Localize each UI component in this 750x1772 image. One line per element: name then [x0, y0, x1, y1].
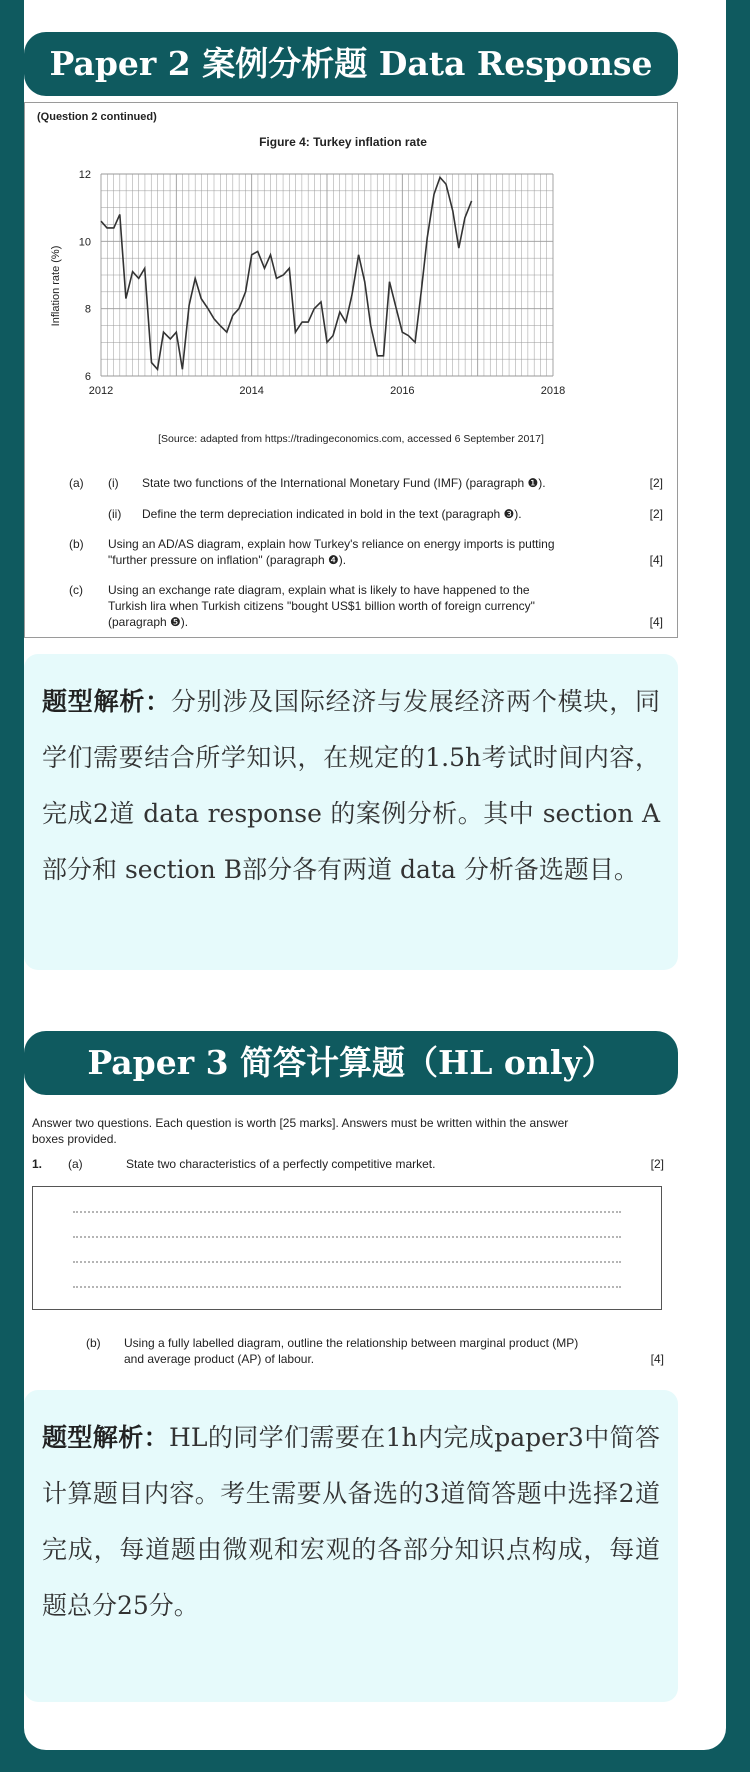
question-1b-text-2: and average product (AP) of labour. — [124, 1352, 315, 1366]
paper3-analysis-lead: 题型解析： — [42, 1423, 170, 1452]
question-c-mark: [4] — [649, 615, 663, 629]
paper3-analysis-text: HL的同学们需要在1h内完成paper3中简答计算题目内容。考生需要从备选的3道简答题中选择2道完成，每道题由微观和宏观的各部分知识点构成，每道题总分25分。 — [42, 1423, 660, 1620]
answer-line — [73, 1261, 621, 1263]
chart-series-line — [101, 177, 472, 369]
question-a-label: (a) — [69, 476, 84, 490]
question-c-text-1: Using an exchange rate diagram, explain what is likely to have happened to the — [108, 583, 530, 597]
question-ai-label: (i) — [108, 476, 119, 490]
chart-y-axis-label: Inflation rate (%) — [50, 245, 62, 327]
question-1a-mark: [2] — [650, 1157, 664, 1171]
paper2-exam-excerpt — [24, 102, 678, 638]
question-b-label: (b) — [69, 537, 84, 551]
question-c-label: (c) — [69, 583, 83, 597]
x-tick-label: 2014 — [239, 385, 264, 397]
question-ai-text: State two functions of the International Monetary Fund (IMF) (paragraph ❶). — [142, 476, 546, 490]
x-tick-label: 2016 — [390, 385, 415, 397]
paper2-analysis-text: 分别涉及国际经济与发展经济两个模块，同学们需要结合所学知识，在规定的1.5h考试时间内容，完成2道 data response 的案例分析。其中 section A 部分和 section B部分各有两道 data 分析备选题目。 — [42, 687, 660, 884]
question-1a-label: (a) — [68, 1157, 83, 1171]
y-tick-label: 10 — [78, 236, 91, 249]
paper3-instructions-line-1: Answer two questions. Each question is worth [25 marks]. Answers must be written within the answer — [32, 1116, 569, 1130]
turkey-inflation-chart — [25, 125, 677, 455]
chart-title: Figure 4: Turkey inflation rate — [259, 135, 427, 149]
question-b-text-2: "further pressure on inflation" (paragraph ❹). — [108, 553, 347, 567]
answer-line — [73, 1211, 621, 1213]
x-tick-label: 2018 — [540, 385, 566, 397]
question-ai-mark: [2] — [649, 476, 663, 490]
question-1b-mark: [4] — [650, 1352, 664, 1366]
answer-box[interactable] — [32, 1186, 662, 1310]
question-1a-text: State two characteristics of a perfectly competitive market. — [126, 1157, 436, 1171]
figure-source: [Source: adapted from https://tradingeconomics.com, accessed 6 September 2017] — [158, 433, 544, 445]
question-continued-label: (Question 2 continued) — [37, 111, 157, 123]
question-1b-text-1: Using a fully labelled diagram, outline the relationship between marginal product (MP) — [124, 1336, 579, 1350]
answer-line — [73, 1286, 621, 1288]
paper3-exam-excerpt — [24, 1112, 678, 1368]
paper2-analysis-lead: 题型解析： — [42, 687, 171, 716]
question-aii-mark: [2] — [649, 507, 663, 521]
answer-line — [73, 1236, 621, 1238]
y-tick-label: 12 — [78, 169, 91, 181]
question-c-text-3: (paragraph ❺). — [108, 615, 189, 629]
question-aii-text: Define the term depreciation indicated in bold in the text (paragraph ❸). — [142, 507, 522, 521]
question-aii-label: (ii) — [108, 507, 122, 521]
paper2-analysis-box — [24, 654, 678, 970]
question-b-text-1: Using an AD/AS diagram, explain how Turkey's reliance on energy imports is putting — [108, 537, 555, 551]
question-1-number: 1. — [32, 1157, 43, 1171]
chart-grid — [101, 174, 553, 376]
question-b-mark: [4] — [649, 553, 663, 567]
paper2-banner: Paper 2 案例分析题 Data Response — [24, 32, 678, 96]
y-tick-label: 8 — [84, 303, 91, 316]
question-1b-label: (b) — [86, 1336, 101, 1350]
paper3-instructions-line-2: boxes provided. — [32, 1132, 117, 1146]
y-tick-label: 6 — [84, 371, 91, 383]
paper3-analysis-box — [24, 1390, 678, 1702]
paper3-banner: Paper 3 简答计算题（HL only） — [24, 1031, 678, 1095]
x-tick-label: 2012 — [88, 385, 114, 397]
question-c-text-2: Turkish lira when Turkish citizens "bought US$1 billion worth of foreign currency" — [108, 599, 535, 613]
